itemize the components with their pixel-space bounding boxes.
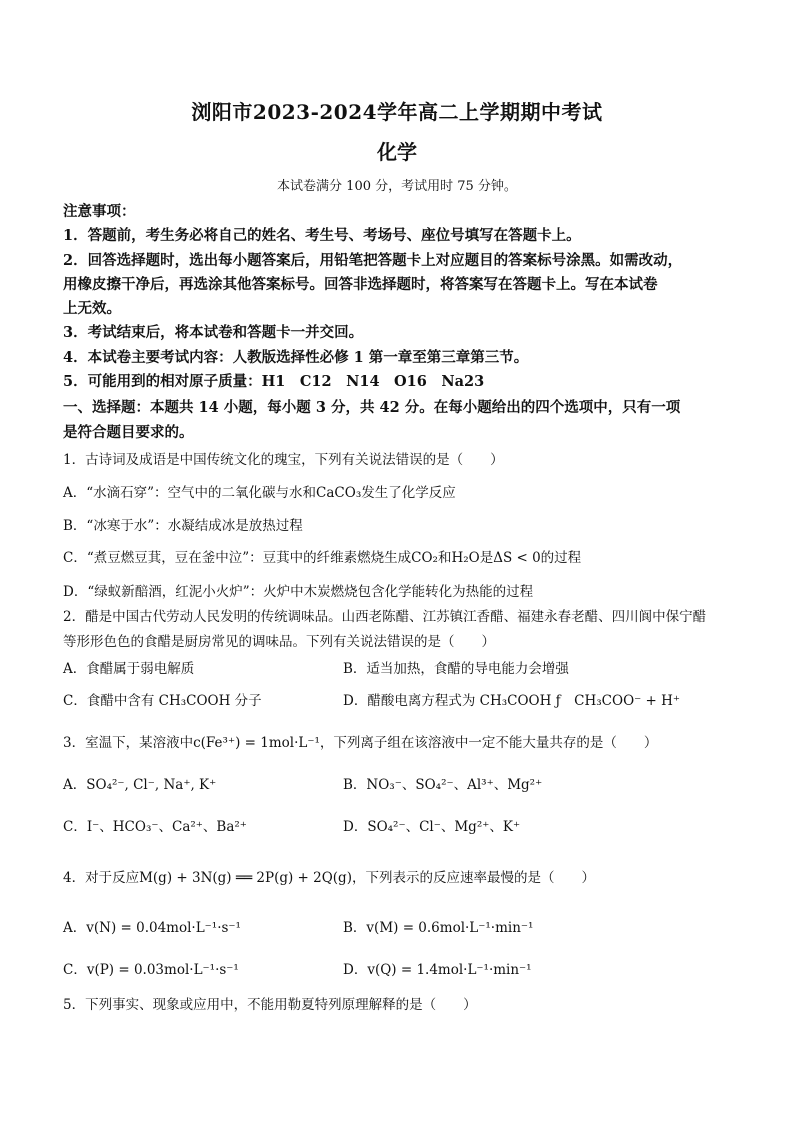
q1-option-d: D．“绿蚁新醅酒，红泥小火炉”：火炉中木炭燃烧包含化学能转化为热能的过程 [63,584,534,600]
q4-option-b: B．v(M) = 0.6mol·L⁻¹·min⁻¹ [343,920,534,936]
q2-option-b: B．适当加热，食醋的导电能力会增强 [343,661,569,677]
q1-option-a: A．“水滴石穿”：空气中的二氧化碳与水和CaCO₃发生了化学反应 [63,485,456,501]
notes-heading: 注意事项： [63,203,136,220]
q2-stem-line-2: 等形形色色的食醋是厨房常见的调味品。下列有关说法错误的是（ ） [63,634,495,650]
note-3: 3．考试结束后，将本试卷和答题卡一并交回。 [63,324,364,341]
note-5: 5．可能用到的相对原子质量：H1 C12 N14 O16 Na23 [63,373,485,390]
q3-option-c: C．I⁻、HCO₃⁻、Ca²⁺、Ba²⁺ [63,819,247,835]
note-2-line-1: 2．回答选择题时，选出每小题答案后，用铅笔把答题卡上对应题目的答案标号涂黑。如需改动， [63,252,683,269]
q1-option-c: C．“煮豆燃豆萁，豆在釜中泣”：豆萁中的纤维素燃烧生成CO₂和H₂O是ΔS < 0的过程 [63,550,582,566]
subject-title: 化学 [377,140,417,164]
q4-stem: 4．对于反应M(g) + 3N(g) ══ 2P(g) + 2Q(g)，下列表示的反应速率最慢的是（ ） [63,870,595,886]
note-2-line-3: 上无效。 [63,300,121,317]
q2-option-a: A．食醋属于弱电解质 [63,661,195,677]
q2-stem-line-1: 2．醋是中国古代劳动人民发明的传统调味品。山西老陈醋、江苏镇江香醋、福建永春老醋、四川阆中保宁醋 [63,609,707,625]
q4-option-a: A．v(N) = 0.04mol·L⁻¹·s⁻¹ [63,920,241,936]
exam-info: 本试卷满分 100 分，考试用时 75 分钟。 [277,179,517,194]
note-1: 1．答题前，考生务必将自己的姓名、考生号、考场号、座位号填写在答题卡上。 [63,227,581,244]
q5-stem: 5．下列事实、现象或应用中，不能用勒夏特列原理解释的是（ ） [63,997,477,1013]
note-4: 4．本试卷主要考试内容：人教版选择性必修 1 第一章至第三章第三节。 [63,349,529,366]
q1-stem: 1．古诗词及成语是中国传统文化的瑰宝，下列有关说法错误的是（ ） [63,452,504,468]
q2-option-c: C．食醋中含有 CH₃COOH 分子 [63,693,262,709]
q4-option-d: D．v(Q) = 1.4mol·L⁻¹·min⁻¹ [343,962,532,978]
q2-option-d: D．醋酸电离方程式为 CH₃COOH ƒ CH₃COO⁻ + H⁺ [343,693,681,709]
section-heading-line-2: 是符合题目要求的。 [63,424,194,441]
q4-option-c: C．v(P) = 0.03mol·L⁻¹·s⁻¹ [63,962,239,978]
note-2-line-2: 用橡皮擦干净后，再选涂其他答案标号。回答非选择题时，将答案写在答题卡上。写在本试卷 [63,276,658,293]
q1-option-b: B．“冰寒于水”：水凝结成冰是放热过程 [63,518,303,534]
q3-option-b: B．NO₃⁻、SO₄²⁻、Al³⁺、Mg²⁺ [343,777,543,793]
q3-option-a: A．SO₄²⁻, Cl⁻, Na⁺, K⁺ [63,777,217,793]
page-title: 浏阳市2023-2024学年高二上学期期中考试 [191,100,603,124]
section-heading-line-1: 一、选择题：本题共 14 小题，每小题 3 分，共 42 分。在每小题给出的四个选项中，只有一项 [63,399,681,416]
q3-option-d: D．SO₄²⁻、Cl⁻、Mg²⁺、K⁺ [343,819,521,835]
q3-stem: 3．室温下，某溶液中c(Fe³⁺) = 1mol·L⁻¹，下列离子组在该溶液中一定不能大量共存的是（ ） [63,735,658,751]
